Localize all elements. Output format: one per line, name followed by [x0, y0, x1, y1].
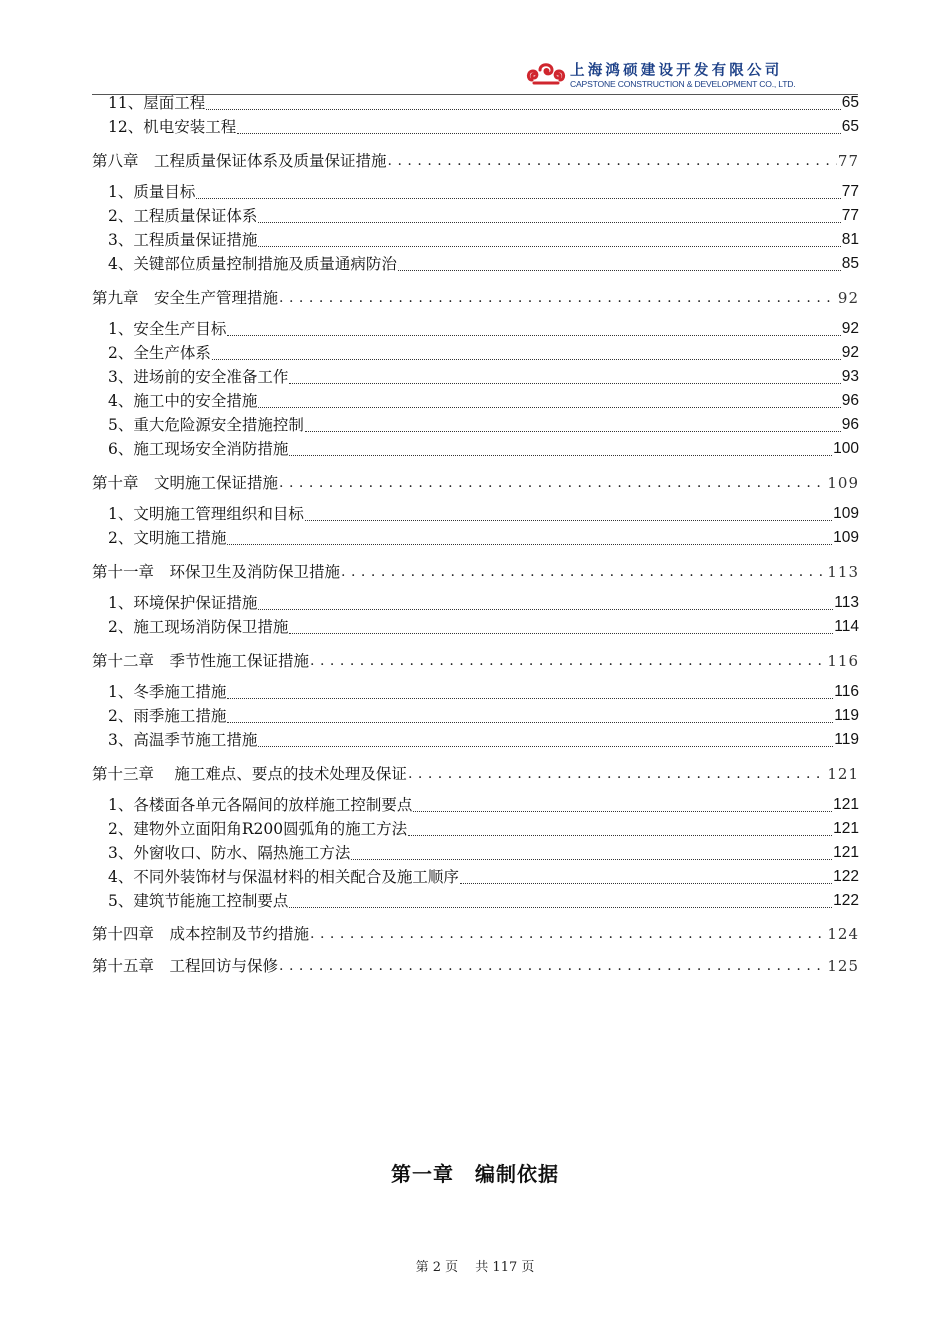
toc-page-number: 85: [841, 255, 859, 272]
toc-entry-label: 3、进场前的安全准备工作: [108, 368, 289, 386]
toc-page-number: 81: [841, 231, 859, 248]
toc-section-entry[interactable]: [108, 254, 859, 274]
toc-entry-label: 11、屋面工程: [108, 94, 206, 112]
toc-section-entry[interactable]: [108, 504, 859, 524]
toc-page-number: 121: [827, 765, 859, 783]
toc-section-entry[interactable]: [108, 93, 859, 113]
toc-page-number: 93: [841, 368, 859, 385]
company-logo-icon: [526, 58, 566, 88]
toc-page-number: 113: [834, 594, 859, 611]
toc-chapter-entry[interactable]: [92, 472, 859, 494]
toc-entry-label: 第十一章 环保卫生及消防保卫措施: [92, 563, 341, 581]
toc-page-number: 77: [841, 183, 859, 200]
dot-leader: [258, 232, 840, 247]
dot-leader: [289, 369, 840, 384]
dot-leader: [413, 797, 832, 812]
dot-leader: [310, 650, 826, 672]
toc-entry-label: 第十四章 成本控制及节约措施: [92, 925, 310, 943]
toc-section-entry[interactable]: [108, 843, 859, 863]
toc-chapter-entry[interactable]: [92, 763, 859, 785]
dot-leader: [196, 184, 840, 199]
toc-page-number: 109: [833, 505, 859, 522]
dot-leader: [408, 821, 832, 836]
toc-section-entry[interactable]: [108, 706, 859, 726]
company-name-en: CAPSTONE CONSTRUCTION & DEVELOPMENT CO., LTD.: [570, 79, 796, 89]
dot-leader: [289, 893, 832, 908]
page-footer: 第 2 页 共 117 页: [415, 1260, 535, 1275]
dot-leader: [258, 732, 833, 747]
toc-chapter-entry[interactable]: [92, 150, 859, 172]
dot-leader: [305, 417, 841, 432]
toc-section-entry[interactable]: [108, 730, 859, 750]
dot-leader: [258, 393, 840, 408]
toc-page-number: 116: [834, 683, 859, 700]
toc-page-number: 77: [841, 207, 859, 224]
toc-entry-label: 第十五章 工程回访与保修: [92, 957, 279, 975]
toc-entry-label: 3、外窗收口、防水、隔热施工方法: [108, 844, 351, 862]
toc-chapter-entry[interactable]: [92, 561, 859, 583]
toc-page-number: 92: [841, 320, 859, 337]
dot-leader: [212, 345, 841, 360]
toc-section-entry[interactable]: [108, 867, 859, 887]
dot-leader: [227, 321, 840, 336]
toc-entry-label: 1、安全生产目标: [108, 320, 227, 338]
dot-leader: [289, 619, 833, 634]
toc-page-number: 109: [833, 529, 859, 546]
toc-entry-label: 2、建物外立面阳角R200圆弧角的施工方法: [108, 820, 408, 838]
dot-leader: [279, 472, 826, 494]
toc-page-number: 113: [827, 563, 859, 581]
toc-entry-label: 2、工程质量保证体系: [108, 207, 258, 225]
toc-section-entry[interactable]: [108, 206, 859, 226]
toc-entry-label: 1、各楼面各单元各隔间的放样施工控制要点: [108, 796, 413, 814]
toc-entry-label: 1、冬季施工措施: [108, 683, 227, 701]
dot-leader: [408, 763, 826, 785]
toc-section-entry[interactable]: [108, 795, 859, 815]
toc-chapter-entry[interactable]: [92, 923, 859, 945]
dot-leader: [227, 684, 833, 699]
toc-section-entry[interactable]: [108, 182, 859, 202]
dot-leader: [227, 530, 832, 545]
toc-page-number: 92: [841, 344, 859, 361]
dot-leader: [305, 506, 832, 521]
dot-leader: [227, 708, 833, 723]
dot-leader: [351, 845, 832, 860]
toc-page-number: 65: [841, 118, 859, 135]
toc-entry-label: 5、建筑节能施工控制要点: [108, 892, 289, 910]
dot-leader: [310, 923, 826, 945]
toc-page-number: 121: [833, 844, 859, 861]
toc-page-number: 125: [827, 957, 859, 975]
toc-section-entry[interactable]: [108, 117, 859, 137]
dot-leader: [258, 208, 840, 223]
toc-page-number: 96: [841, 392, 859, 409]
toc-page-number: 122: [833, 892, 859, 909]
toc-page-number: 119: [834, 707, 859, 724]
toc-page-number: 100: [833, 440, 859, 457]
toc-entry-label: 第十章 文明施工保证措施: [92, 474, 279, 492]
toc-page-number: 109: [827, 474, 859, 492]
toc-chapter-entry[interactable]: [92, 955, 859, 977]
toc-page-number: 65: [841, 94, 859, 111]
toc-section-entry[interactable]: [108, 343, 859, 363]
toc-entry-label: 第十三章 施工难点、要点的技术处理及保证: [92, 765, 407, 783]
toc-section-entry[interactable]: [108, 682, 859, 702]
toc-entry-label: 3、工程质量保证措施: [108, 231, 258, 249]
toc-section-entry[interactable]: [108, 891, 859, 911]
toc-page-number: 119: [834, 731, 859, 748]
toc-entry-label: 第十二章 季节性施工保证措施: [92, 652, 310, 670]
toc-entry-label: 4、不同外装饰材与保温材料的相关配合及施工顺序: [108, 868, 459, 886]
toc-entry-label: 3、高温季节施工措施: [108, 731, 258, 749]
toc-entry-label: 第九章 安全生产管理措施: [92, 289, 279, 307]
dot-leader: [279, 287, 837, 309]
toc-entry-label: 5、重大危险源安全措施控制: [108, 416, 304, 434]
toc-entry-label: 1、环境保护保证措施: [108, 594, 258, 612]
toc-entry-label: 4、施工中的安全措施: [108, 392, 258, 410]
toc-chapter-entry[interactable]: [92, 287, 859, 309]
dot-leader: [289, 441, 832, 456]
dot-leader: [460, 869, 832, 884]
toc-page-number: 77: [837, 152, 859, 170]
toc-page-number: 116: [827, 652, 859, 670]
toc-section-entry[interactable]: [108, 367, 859, 387]
toc-entry-label: 2、雨季施工措施: [108, 707, 227, 725]
dot-leader: [388, 150, 837, 172]
toc-page-number: 114: [834, 618, 859, 635]
toc-section-entry[interactable]: [108, 593, 859, 613]
chapter-title: 第一章 编制依据: [391, 1162, 559, 1186]
toc-chapter-entry[interactable]: [92, 650, 859, 672]
toc-section-entry[interactable]: [108, 319, 859, 339]
dot-leader: [206, 95, 841, 110]
page-header: [0, 0, 950, 100]
toc-section-entry[interactable]: [108, 617, 859, 637]
toc-entry-label: 6、施工现场安全消防措施: [108, 440, 289, 458]
toc-page-number: 124: [827, 925, 859, 943]
dot-leader: [279, 955, 826, 977]
toc-section-entry[interactable]: [108, 819, 859, 839]
dot-leader: [237, 119, 841, 134]
toc-section-entry[interactable]: [108, 415, 859, 435]
toc-page-number: 96: [841, 416, 859, 433]
toc-entry-label: 2、施工现场消防保卫措施: [108, 618, 289, 636]
toc-page-number: 122: [833, 868, 859, 885]
toc-entry-label: 12、机电安装工程: [108, 118, 237, 136]
toc-entry-label: 2、文明施工措施: [108, 529, 227, 547]
toc-entry-label: 1、质量目标: [108, 183, 196, 201]
dot-leader: [258, 595, 833, 610]
toc-section-entry[interactable]: [108, 439, 859, 459]
toc-section-entry[interactable]: [108, 391, 859, 411]
toc-page-number: 92: [837, 289, 859, 307]
toc-section-entry[interactable]: [108, 528, 859, 548]
dot-leader: [398, 256, 841, 271]
toc-section-entry[interactable]: [108, 230, 859, 250]
company-name-cn: 上海鸿硕建设开发有限公司: [570, 63, 783, 79]
toc-entry-label: 4、关键部位质量控制措施及质量通病防治: [108, 255, 397, 273]
toc-entry-label: 1、文明施工管理组织和目标: [108, 505, 304, 523]
toc-entry-label: 2、全生产体系: [108, 344, 211, 362]
toc-entry-label: 第八章 工程质量保证体系及质量保证措施: [92, 152, 387, 170]
toc-page-number: 121: [833, 820, 859, 837]
dot-leader: [341, 561, 826, 583]
toc-page-number: 121: [833, 796, 859, 813]
